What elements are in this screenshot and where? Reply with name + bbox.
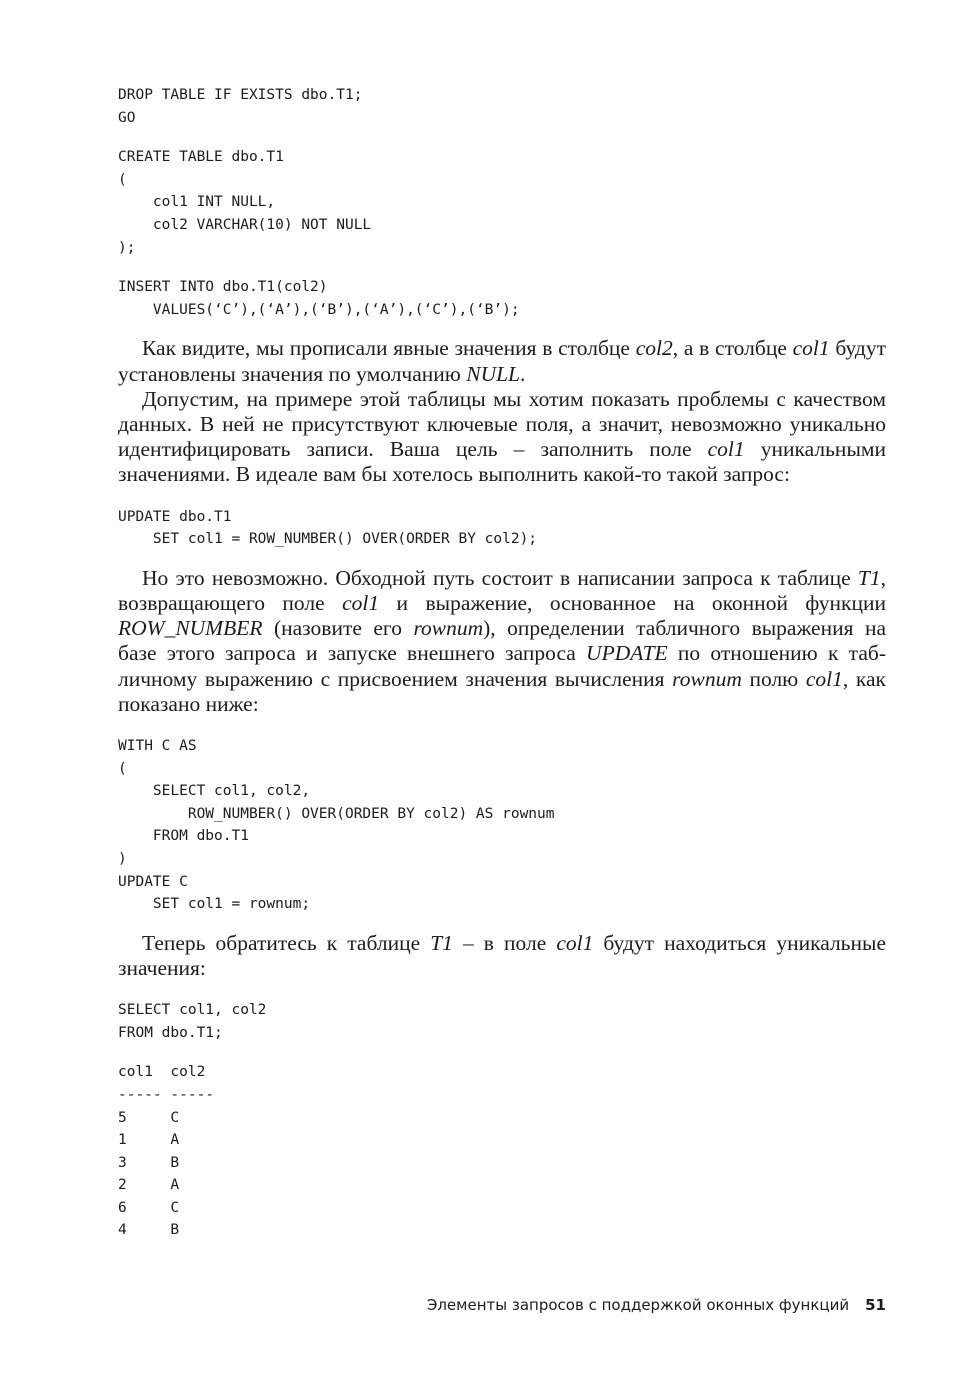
- text-run: Допустим, на примере этой таблицы мы хотим показать проблемы с качеством данных. В ней не присутствуют ключевые поля, а значит, невозможно уникально идентифицировать записи. Ваша цель – заполнить поле: [118, 386, 886, 462]
- text-run: будут находиться уникальные значения:: [118, 930, 886, 980]
- text-run: .: [520, 361, 526, 386]
- text-run: , а в столбце: [672, 336, 793, 361]
- code-drop-table: DROP TABLE IF EXISTS dbo.T1; GO: [118, 87, 363, 126]
- italic-term: rownum: [672, 666, 742, 691]
- text-run: Как видите, мы прописали явные значения в столбце: [142, 336, 636, 361]
- code-update-attempt: UPDATE dbo.T1 SET col1 = ROW_NUMBER() OVER(ORDER BY col2);: [118, 508, 538, 548]
- italic-term: NULL: [466, 361, 521, 386]
- italic-term: rownum: [413, 616, 484, 641]
- paragraph-1: [118, 336, 886, 386]
- text-run: Теперь обратитесь к таблице: [142, 930, 431, 955]
- page-content: [118, 84, 886, 1242]
- running-title: Элементы запросов с поддержкой оконных функций: [426, 1296, 850, 1314]
- paragraph-4: [118, 931, 886, 981]
- text-run: Но это невозможно. Обходной путь состоит в написании запроса к таблице: [142, 565, 858, 590]
- text-run: будут установлены значения по умолчанию: [118, 336, 886, 386]
- code-select: SELECT col1, col2 FROM dbo.T1;: [118, 1002, 267, 1041]
- text-run: по отношению к табличному выражению с присвоением значения вычисления: [118, 641, 886, 691]
- code-cte-update: WITH C AS ( SELECT col1, col2, ROW_NUMBER() OVER(ORDER BY col2) AS rownum FROM dbo.T1 ) UPDATE C SET col1 = rownum;: [118, 737, 555, 913]
- result-table: col1 col2 ----- ----- 5 C 1 A 3 B 2 A 6 C 4 B: [118, 1064, 215, 1239]
- text-run: (назовите его: [262, 616, 414, 641]
- page-footer: [427, 1296, 886, 1314]
- italic-term: col1: [805, 666, 843, 691]
- text-run: ), определении табличного выражения на базе этого запроса и запуске внешнего запроса: [118, 616, 887, 666]
- italic-term: T1: [430, 930, 453, 955]
- paragraph-2: [118, 387, 886, 488]
- page-number: 51: [865, 1296, 886, 1314]
- text-run: полю: [741, 666, 806, 691]
- text-run: и выражение, основанное на оконной функции: [379, 590, 886, 615]
- code-create-table: CREATE TABLE dbo.T1 ( col1 INT NULL, col2 VARCHAR(10) NOT NULL );: [118, 149, 372, 256]
- text-run: уникальными значениями. В идеале вам бы хотелось выполнить какой-то такой запрос:: [118, 437, 886, 487]
- italic-term: col1: [792, 336, 830, 361]
- text-run: , как показано ниже:: [118, 666, 886, 716]
- paragraph-3: [118, 566, 886, 717]
- code-insert: INSERT INTO dbo.T1(col2) VALUES(‘C’),(‘A’),(‘B’),(‘A’),(‘C’),(‘B’);: [118, 279, 520, 318]
- italic-term: col1: [556, 930, 594, 955]
- text-run: , возвращающего поле: [118, 565, 886, 615]
- italic-term: col1: [342, 590, 380, 615]
- text-run: – в поле: [452, 930, 557, 955]
- italic-term: T1: [857, 565, 881, 590]
- italic-term: ROW_NUMBER: [118, 616, 263, 641]
- italic-term: col1: [707, 437, 745, 462]
- italic-term: col2: [635, 336, 673, 361]
- italic-term: UPDATE: [586, 641, 668, 666]
